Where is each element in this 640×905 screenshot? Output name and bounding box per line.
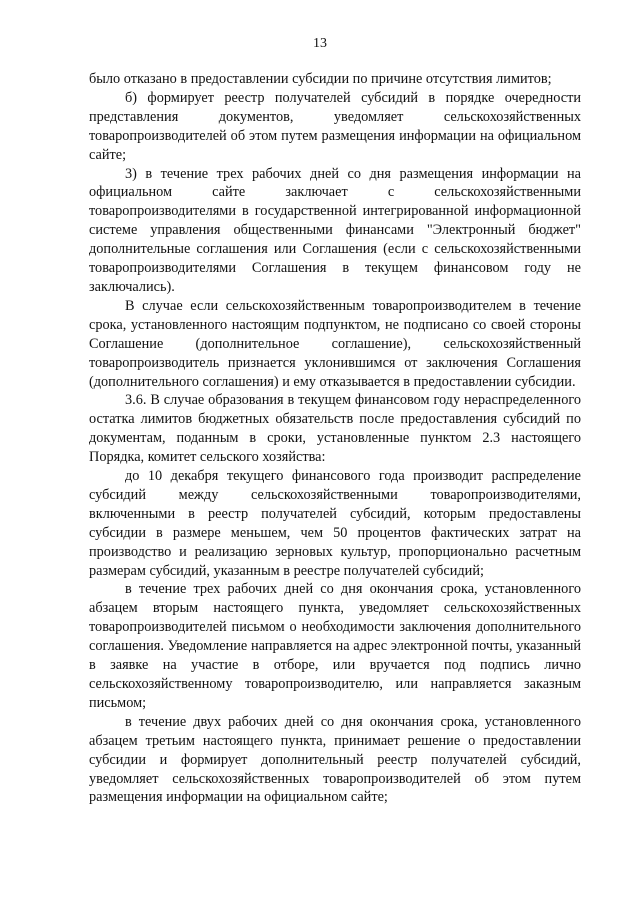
paragraph-continuation: было отказано в предоставлении субсидии по причине отсутствия лимитов; bbox=[89, 71, 552, 87]
paragraph-notification: в течение трех рабочих дней со дня окончания срока, установленного абзацем вторым настоящего пункта, уведомляет сельскохозяйственных товаропроизводителей письмом о необходимости заключения дополнительного соглашения. Уведомление направляется на адрес электронной почты, указанный в заявке на участие в отборе, или вручается под подпись лично сельскохозяйственному товаропроизводителю, или направляется заказным письмом; bbox=[89, 581, 581, 711]
document-body bbox=[89, 70, 581, 807]
paragraph-b: б) формирует реестр получателей субсидий в порядке очередности представления документов, уведомляет сельскохозяйственных товаропроизводителей об этом путем размещения информации на официальном сайте; bbox=[89, 89, 581, 163]
paragraph-distribution: до 10 декабря текущего финансового года производит распределение субсидий между сельскохозяйственными товаропроизводителями, включенными в реестр получателей субсидий, которым предоставлены субсидии в размере меньшем, чем 50 процентов фактических затрат на производство и реализацию зерновых культур, пропорционально расчетным размерам субсидий, указанным в реестре получателей субсидий; bbox=[89, 468, 581, 579]
paragraph-decision: в течение двух рабочих дней со дня окончания срока, установленного абзацем третьим настоящего пункта, принимает решение о предоставлении субсидии и формирует дополнительный реестр получателей субсидий, уведомляет сельскохозяйственных товаропроизводителей об этом путем размещения информации на официальном сайте; bbox=[89, 713, 581, 806]
paragraph-refusal: В случае если сельскохозяйственным товаропроизводителем в течение срока, установленного настоящим подпунктом, не подписано со своей стороны Соглашение (дополнительное соглашение), сельскохозяйственный товаропроизводитель признается уклонившимся от заключения Соглашения (дополнительного соглашения) и ему отказывается в предоставлении субсидии. bbox=[89, 297, 581, 390]
paragraph-3-6: 3.6. В случае образования в текущем финансовом году нераспределенного остатка лимитов бюджетных обязательств после предоставления субсидий по документам, поданным в сроки, установленные пунктом 2.3 настоящего Порядка, комитет сельского хозяйства: bbox=[89, 392, 581, 466]
paragraph-3: 3) в течение трех рабочих дней со дня размещения информации на официальном сайте заключает с сельскохозяйственными товаропроизводителями в государственной интегрированной информационной системе управления общественными финансами "Электронный бюджет" дополнительные соглашения или Соглашения (если с сельскохозяйственными товаропроизводителями Соглашения в текущем финансовом году не заключались). bbox=[89, 165, 581, 295]
page-number: 13 bbox=[313, 36, 327, 51]
